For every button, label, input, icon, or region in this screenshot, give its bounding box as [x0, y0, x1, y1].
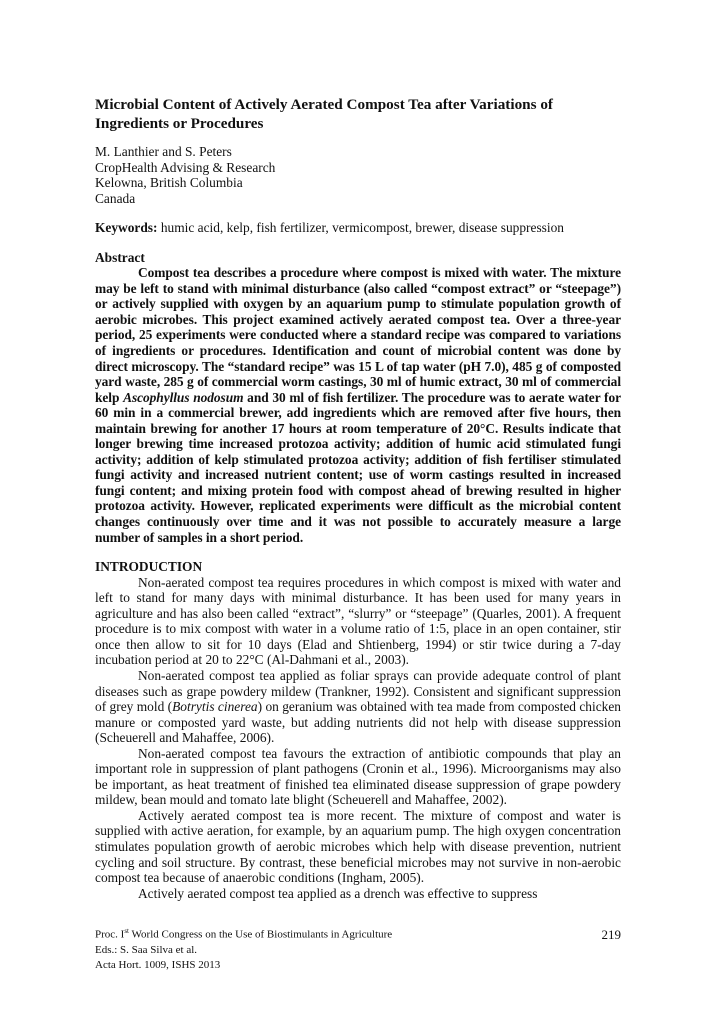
species-name: Ascophyllus nodosum [123, 389, 244, 405]
footer-citation: Acta Hort. 1009, ISHS 2013 [95, 958, 221, 971]
species-name: Botrytis cinerea [172, 699, 258, 715]
intro-paragraph: Non-aerated compost tea requires procedures in which compost is mixed with water and left to stand for many days with minimal disturbance. It has been used for many years in agriculture and has also been called “extract”, “slurry” or “steepage” (Quarles, 2001). A frequent procedure is to mix compost with water in a volume ratio of 1:5, place in an open container, stir once then allow to sit for 10 days (Elad and Shtienberg, 1994) or stir twice during a 7-day incubation period at 20 to 22°C (Al-Dahmani et al., 2003). [95, 574, 621, 668]
authors: M. Lanthier and S. Peters [95, 144, 232, 159]
keywords-label: Keywords: [95, 220, 158, 236]
footer-proceedings [95, 924, 621, 943]
intro-paragraph [95, 668, 621, 746]
intro-paragraph: Non-aerated compost tea favours the extraction of antibiotic compounds that play an important role in suppression of plant pathogens (Cronin et al., 1996). Microorganisms may also be important, as heat treatment of finished tea eliminated disease suppression of grape powdery mildew, bean mould and tomato late blight (Scheuerell and Mahaffee, 2002). [95, 745, 621, 808]
page-footer [95, 924, 621, 973]
paper-page [95, 96, 621, 901]
abstract-heading: Abstract [95, 249, 145, 265]
page-number: 219 [601, 927, 621, 942]
footer-editors: Eds.: S. Saa Silva et al. [95, 943, 198, 956]
intro-paragraph: Actively aerated compost tea is more recent. The mixture of compost and water is supplied with active aeration, for example, by an aquarium pump. The high oxygen concentration stimulates population growth of aerobic microbes which help with disease prevention, nutrient cycling and soil structure. By contrast, these beneficial microbes may not survive in non-aerobic compost tea because of anaerobic conditions (Ingham, 2005). [95, 807, 621, 886]
affiliation-line: Kelowna, British Columbia [95, 175, 243, 191]
footer-text: World Congress on the Use of Biostimulants in Agriculture [129, 928, 393, 941]
introduction-section [95, 559, 621, 901]
footer-superscript: st [124, 927, 129, 935]
affiliation-line: Canada [95, 190, 136, 206]
intro-text-part: ) on geranium was obtained with tea made from composted chicken manure or composted yard waste, but adding nutrients did not help with disease suppression (Scheuerell and Mahaffee, 2006). [95, 699, 622, 746]
keywords-list: humic acid, kelp, fish fertilizer, vermicompost, brewer, disease suppression [160, 220, 564, 236]
introduction-heading: INTRODUCTION [95, 559, 203, 575]
affiliation-line: CropHealth Advising & Research [95, 159, 276, 175]
intro-paragraph: Actively aerated compost tea applied as a drench was effective to suppress [138, 885, 538, 901]
abstract-text-part: and 30 ml of fish fertilizer. The procedure was to aerate water for 60 min in a commercial brewer, add ingredients which are removed after five hours, then maintain brewing for another 17 hours at room temperature of 20°C. Results indicate that longer brewing time increased protozoa activity; addition of humic acid stimulated fungi activity; addition of kelp stimulated protozoa activity; addition of fish fertiliser stimulated fungi activity and increased nutrient content; use of worm castings resulted in increased fungi content; and mixing protein food with compost ahead of brewing resulted in higher protozoa activity. However, replicated experiments were difficult as the microbial content changes continuously over time and it was not possible to accurately measure a large number of samples in a short period. [95, 389, 622, 545]
abstract-section [95, 250, 621, 545]
abstract-text-part: Compost tea describes a procedure where compost is mixed with water. The mixture may be left to stand with minimal disturbance (also called “compost extract” or “steepage”) or actively supplied with oxygen by an aquarium pump to stimulate population growth of aerobic microbes. This project examined actively aerated compost tea. Over a three-year period, 25 experiments were conducted where a standard recipe was compared to variations of ingredients or procedures. Identification and count of microbial content was done by direct microscopy. The “standard recipe” was 15 L of tap water (pH 7.0), 485 g of composted yard waste, 285 g of commercial worm castings, 30 ml of humic extract, 30 ml of commercial kelp [95, 265, 621, 405]
intro-text-part: Non-aerated compost tea applied as foliar sprays can provide adequate control of plant diseases such as grape powdery mildew (Trankner, 1992). Consistent and significant suppression of grey mold ( [95, 667, 621, 715]
abstract-text [95, 265, 621, 545]
paper-title: Microbial Content of Actively Aerated Compost Tea after Variations of Ingredients or Procedures [95, 96, 553, 132]
author-block [95, 144, 621, 206]
keywords-section [95, 220, 621, 236]
footer-text: Proc. I [95, 928, 125, 941]
